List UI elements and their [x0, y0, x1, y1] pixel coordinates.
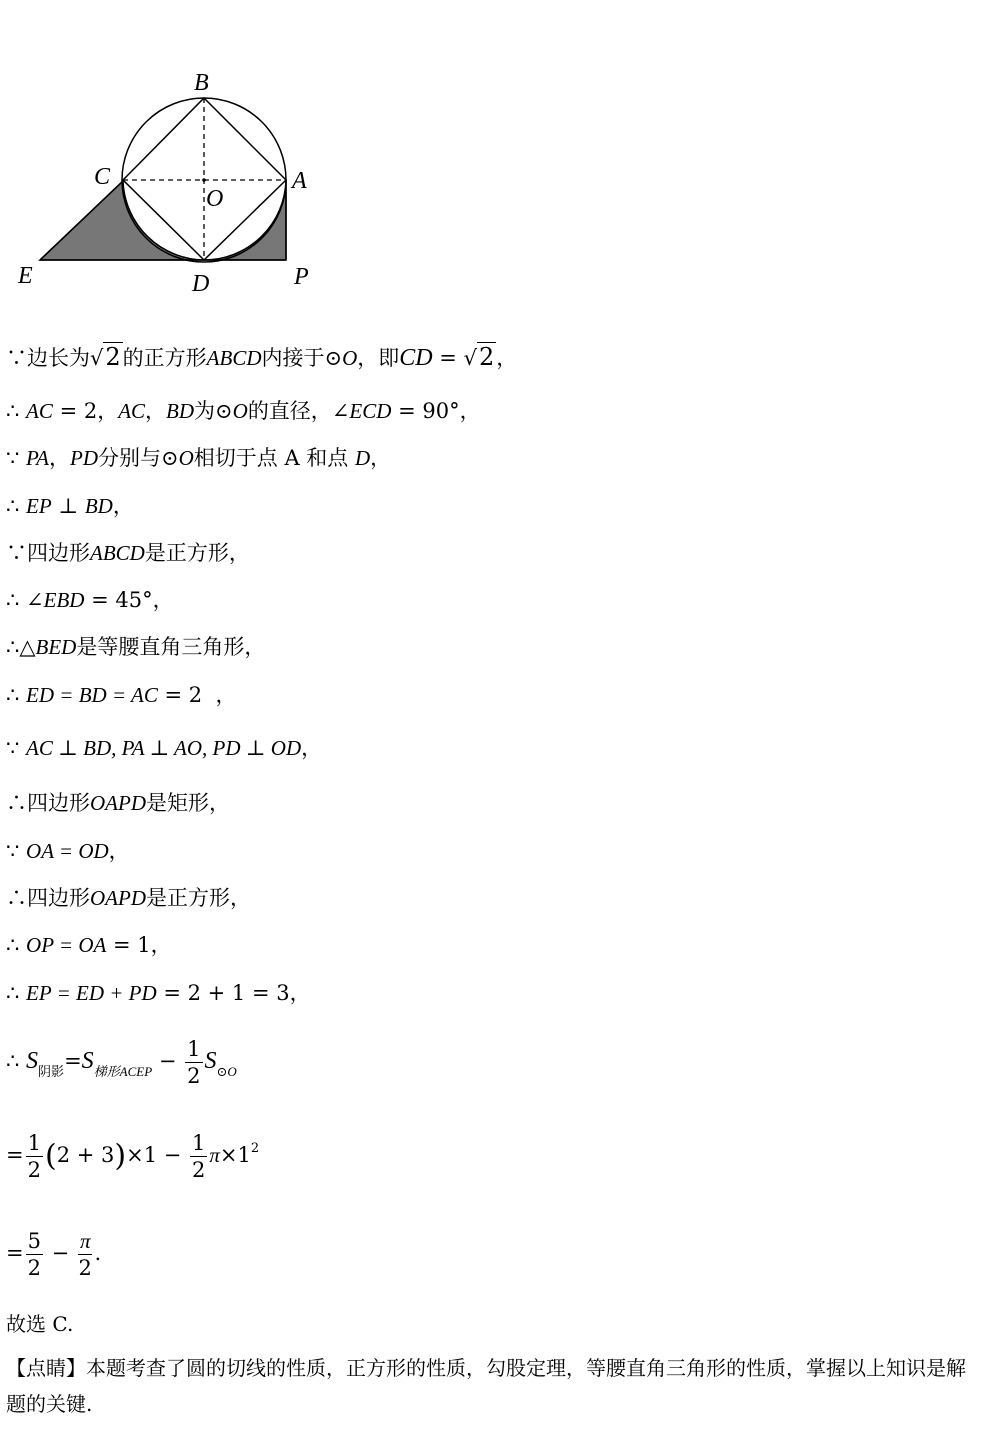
point-name: D — [354, 446, 371, 470]
shaded-region-left — [40, 181, 204, 260]
radicand: 2 — [478, 343, 495, 371]
sqrt-expression: √2 — [90, 343, 121, 371]
text: . — [94, 1241, 102, 1265]
paren: ( — [44, 1138, 57, 1174]
center-point — [202, 178, 206, 182]
subscript: ⊙O — [216, 1064, 237, 1079]
angle-name: ∠ECD — [331, 399, 392, 423]
solution-line-7 — [6, 633, 265, 661]
triangle-name: BED — [35, 635, 77, 659]
segment-name: PD — [70, 446, 98, 470]
denominator: 2 — [27, 1158, 41, 1182]
angle-name: ∠EBD — [26, 588, 85, 612]
numerator: 1 — [192, 1131, 206, 1155]
area-symbol: S — [204, 1048, 217, 1074]
text: 的直径， — [247, 399, 332, 423]
equation: OA = OD — [26, 839, 109, 863]
solution-line-10 — [6, 789, 230, 817]
segment-name: CD — [399, 345, 433, 371]
label-o: O — [206, 186, 224, 212]
segment-name: EP — [26, 494, 52, 518]
text: = — [64, 1049, 82, 1073]
text: ∴ — [6, 683, 27, 707]
solution-line-13 — [6, 931, 172, 959]
text: ， — [370, 446, 392, 470]
solution-line-16 — [6, 1130, 259, 1183]
text: − — [152, 1049, 184, 1073]
text: ∵ — [6, 839, 27, 863]
text: = 45°， — [84, 588, 174, 612]
equation: AC ⊥ BD, PA ⊥ AO, PD ⊥ OD — [26, 736, 302, 760]
solution-line-1 — [6, 343, 517, 372]
text: ， — [108, 839, 130, 863]
text: 2 + 3 — [56, 1143, 115, 1167]
solution-line-17 — [6, 1228, 101, 1281]
text: 相切于点 A 和点 — [193, 446, 355, 470]
area-symbol: S — [81, 1048, 94, 1074]
text: = 90°， — [391, 399, 481, 423]
text: ， — [496, 346, 518, 370]
text: ， — [145, 399, 167, 423]
denominator: 2 — [27, 1256, 41, 1280]
text: 是矩形， — [146, 791, 230, 815]
solution-line-5 — [6, 539, 250, 567]
solution-line-15 — [6, 1036, 237, 1089]
text: ∴ — [6, 981, 27, 1005]
geometry-figure — [0, 0, 340, 305]
comment-paragraph: 【点睛】本题考查了圆的切线的性质，正方形的性质，勾股定理，等腰直角三角形的性质，掌握以上知识是解题的关键. — [6, 1356, 966, 1416]
label-c: C — [94, 164, 111, 190]
circle-symbol: ⊙O — [324, 346, 358, 370]
solution-line-12 — [6, 884, 251, 912]
solution-line-6 — [6, 586, 174, 614]
solution-line-9 — [6, 734, 322, 762]
denominator: 2 — [192, 1158, 206, 1182]
solution-line-3 — [6, 444, 391, 472]
text: ⊥ — [51, 494, 85, 518]
text: 是正方形， — [146, 886, 251, 910]
label-a: A — [292, 168, 307, 194]
numerator: 1 — [27, 1131, 41, 1155]
text: 是等腰直角三角形， — [76, 635, 266, 659]
subscript: 梯形ACEP — [93, 1064, 153, 1079]
text: ∴ — [6, 494, 27, 518]
fraction — [26, 1130, 43, 1183]
text: ∴四边形 — [6, 886, 90, 910]
equation: OP = OA — [26, 933, 107, 957]
quadrilateral-name: OAPD — [90, 886, 146, 910]
text: ×1 − — [126, 1143, 188, 1167]
text: ， — [202, 683, 237, 707]
equation: EP = ED + PD — [26, 981, 157, 1005]
sqrt-expression: √2 — [463, 343, 495, 371]
subscript: 阴影 — [38, 1065, 65, 1080]
text: ， — [112, 494, 134, 518]
segment-name: AC — [26, 399, 53, 423]
text: = 1， — [106, 933, 172, 957]
solution-line-2 — [6, 397, 481, 425]
text: = 2， — [52, 399, 119, 423]
numerator: 1 — [187, 1037, 201, 1061]
solution-line-8 — [6, 681, 237, 709]
text: 为 — [194, 399, 216, 423]
text: ， — [49, 446, 70, 470]
segment-name: AC — [118, 399, 146, 423]
fraction — [185, 1036, 202, 1089]
text: ∴ — [6, 933, 27, 957]
solution-line-14 — [6, 979, 311, 1007]
text: ∴ — [6, 588, 27, 612]
circle-symbol: ⊙O — [161, 446, 194, 470]
circle-symbol: ⊙O — [215, 399, 248, 423]
segment-name: PA — [26, 446, 49, 470]
area-symbol: S — [26, 1048, 39, 1074]
numerator: π — [79, 1229, 91, 1253]
pi-symbol: π — [209, 1143, 220, 1167]
text: 的正方形 — [122, 346, 207, 370]
text: ，即 — [357, 346, 400, 370]
square-name: ABCD — [206, 346, 262, 370]
text: ∵边长为 — [6, 346, 90, 370]
text: = 2 — [157, 683, 203, 707]
numerator: 5 — [27, 1229, 41, 1253]
text: ∴ — [6, 399, 27, 423]
solution-line-4 — [6, 492, 134, 520]
equation: ED = BD = AC — [26, 683, 158, 707]
fraction — [78, 1228, 93, 1281]
text: 是正方形， — [144, 541, 250, 565]
text: ∵ — [6, 736, 27, 760]
superscript: 2 — [250, 1141, 260, 1156]
text: ∴△ — [6, 635, 36, 659]
label-p: P — [294, 264, 309, 290]
radicand: 2 — [105, 343, 121, 371]
fraction — [26, 1228, 43, 1281]
text: = — [432, 346, 464, 370]
text: = 2 + 1 = 3， — [156, 981, 311, 1005]
text: = — [6, 1143, 24, 1167]
denominator: 2 — [187, 1064, 201, 1088]
fraction — [190, 1130, 207, 1183]
answer-line: 故选 C. — [6, 1312, 74, 1336]
text: 分别与 — [98, 446, 161, 470]
text: 内接于 — [261, 346, 325, 370]
segment-name: BD — [166, 399, 195, 423]
segment-name: BD — [84, 494, 113, 518]
text: ∵四边形 — [6, 541, 90, 565]
paren: ) — [114, 1138, 127, 1174]
text: = — [6, 1241, 24, 1265]
denominator: 2 — [78, 1256, 92, 1280]
label-b: B — [194, 70, 209, 96]
text: ∴ — [6, 1049, 27, 1073]
label-d: D — [192, 271, 210, 297]
quadrilateral-name: OAPD — [90, 791, 146, 815]
text: ∴四边形 — [6, 791, 90, 815]
text: ×1 — [219, 1143, 251, 1167]
label-e: E — [18, 263, 33, 289]
text: ∵ — [6, 446, 27, 470]
text: − — [44, 1241, 76, 1265]
square-name: ABCD — [90, 541, 145, 565]
solution-line-11 — [6, 837, 130, 865]
text: ， — [301, 736, 323, 760]
